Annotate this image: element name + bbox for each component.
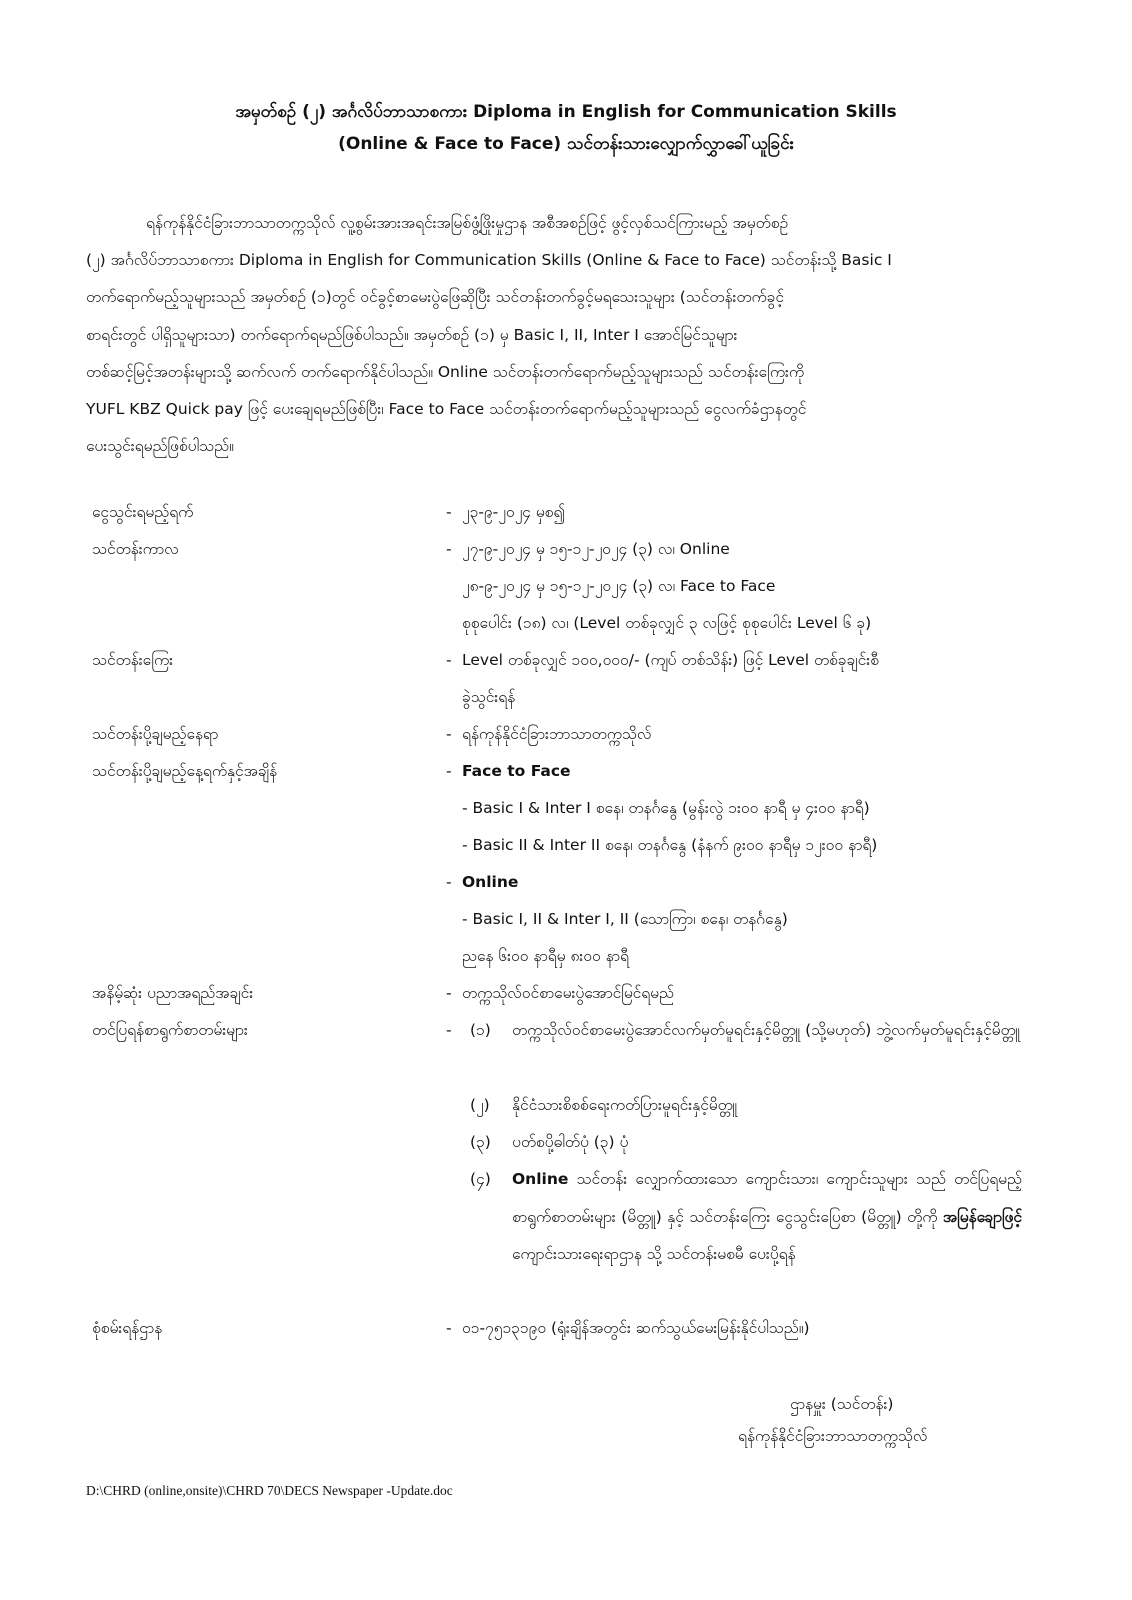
title-line-1: အမှတ်စဉ် (၂) အင်္ဂလိပ်ဘာသာစကား Diploma in English for Communication Skills — [235, 102, 897, 122]
intro-line: ပေးသွင်းရမည်ဖြစ်ပါသည်။ — [86, 437, 234, 456]
doc-4-text-1: သင်တန်း လျှောက်ထားသော ကျောင်းသား၊ ကျောင်းသူများ သည် တင်ပြရမည့် စာရွက်စာတမ်းများ (မိတ္တူ) နှင့် သင်တန်းကြေး ငွေသွင်းပြေစာ (မိတ္တူ) တို့ကို — [512, 1170, 1022, 1226]
doc-1-text: တက္ကသိုလ်ဝင်စာမေးပွဲအောင်လက်မှတ်မူရင်းနှင့်မိတ္တူ (သို့မဟုတ်) ဘွဲ့လက်မှတ်မူရင်းနှင့်မိတ္တူ — [512, 1021, 1021, 1039]
education-value: တက္ကသိုလ်ဝင်စာမေးပွဲအောင်မြင်ရမည် — [462, 984, 675, 1002]
intro-line: စာရင်းတွင် ပါရှိသူများသာ) တက်ရောက်ရမည်ဖြစ်ပါသည်။ အမှတ်စဉ် (၁) မှ Basic I, II, Inter I အောင်မြင်သူများ — [86, 325, 738, 344]
face-to-face-heading: Face to Face — [462, 762, 571, 780]
period-label: သင်တန်းကာလ — [92, 540, 179, 558]
file-path-footer: D:\CHRD (online,onsite)\CHRD 70\DECS Newspaper -Update.doc — [86, 1483, 453, 1498]
fee-line-2: ခွဲသွင်းရန် — [462, 688, 516, 706]
dash: - — [446, 1021, 452, 1039]
inquiry-label: စုံစမ်းရန်ဌာန — [92, 1319, 163, 1337]
dash: - — [446, 503, 452, 521]
dash: - — [446, 1319, 452, 1337]
documents-label: တင်ပြရန်စာရွက်စာတမ်းများ — [92, 1021, 248, 1039]
online-line-1: - Basic I, II & Inter I, II (သောကြာ၊ စနေ၊ တနင်္ဂနွေ) — [462, 910, 788, 928]
fee-line-1: Level တစ်ခုလျှင် ၁၀၀,၀၀၀/- (ကျပ် တစ်သိန်း) ဖြင့် Level တစ်ခုချင်းစီ — [462, 651, 879, 669]
venue-label: သင်တန်းပို့ချမည့်နေရာ — [92, 725, 219, 743]
intro-line: တက်ရောက်မည့်သူများသည် အမှတ်စဉ် (၁)တွင် ဝင်ခွင့်စာမေးပွဲဖြေဆိုပြီး သင်တန်းတက်ခွင့်မရသေးသူများ (သင်တန်းတက်ခွင့် — [86, 288, 784, 307]
dash: - — [446, 873, 452, 891]
period-online: ၂၇-၉-၂၀၂၄ မှ ၁၅-၁၂-၂၀၂၄ (၃) လ၊ Online — [462, 540, 730, 558]
online-line-2: ညနေ ၆း၀၀ နာရီမှ ၈း၀၀ နာရီ — [462, 947, 629, 965]
intro-line: YUFL KBZ Quick pay ဖြင့် ပေးချေရမည်ဖြစ်ပြီး၊ Face to Face သင်တန်းတက်ရောက်မည့်သူများသည် ငွေလက်ခံဌာနတွင် — [86, 400, 807, 419]
doc-4-text-2: ကျောင်းသားရေးရာဌာန သို့ သင်တန်းမစမီ ပေးပို့ရန် — [512, 1245, 796, 1263]
intro-line: တစ်ဆင့်မြင့်အတန်းများသို့ ဆက်လက် တက်ရောက်နိုင်ပါသည်။ Online သင်တန်းတက်ရောက်မည့်သူများသည် သင်တန်းကြေးကို — [86, 362, 805, 381]
face-to-face-basic-2: - Basic II & Inter II စနေ၊ တနင်္ဂနွေ (နံနက် ၉း၀၀ နာရီမှ ၁၂း၀၀ နာရီ) — [462, 836, 878, 854]
payment-date-label: ငွေသွင်းရမည့်ရက် — [92, 503, 194, 521]
doc-2-number: (၂) — [470, 1096, 490, 1114]
intro-paragraph — [86, 205, 1031, 465]
education-label: အနိမ့်ဆုံး ပညာအရည်အချင်း — [92, 984, 254, 1002]
face-to-face-basic-1: - Basic I & Inter I စနေ၊ တနင်္ဂနွေ (မွန်းလွဲ ၁း၀၀ နာရီ မှ ၄း၀၀ နာရီ) — [462, 799, 870, 817]
doc-4-number: (၄) — [470, 1170, 491, 1188]
doc-3-number: (၃) — [470, 1133, 491, 1151]
dash: - — [446, 762, 452, 780]
dash: - — [446, 540, 452, 558]
dash: - — [446, 651, 452, 669]
doc-3-text: ပတ်စပို့ဓါတ်ပုံ (၃) ပုံ — [512, 1133, 629, 1151]
doc-4-express: အမြန်ချောဖြင့် — [942, 1207, 1022, 1226]
doc-4-online: Online — [512, 1170, 569, 1188]
payment-date-value: ၂၃-၉-၂၀၂၄ မှစ၍ — [462, 503, 565, 521]
period-total: စုစုပေါင်း (၁၈) လ၊ (Level တစ်ခုလျှင် ၃ လဖြင့် စုစုပေါင်း Level ၆ ခု) — [462, 614, 872, 632]
venue-value: ရန်ကုန်နိုင်ငံခြားဘာသာတက္ကသိုလ် — [462, 725, 652, 743]
dash: - — [446, 725, 452, 743]
document-title — [100, 98, 1032, 158]
doc-1-number: (၁) — [470, 1021, 491, 1039]
online-heading: Online — [462, 873, 519, 891]
signature-org: ရန်ကုန်နိုင်ငံခြားဘာသာတက္ကသိုလ် — [738, 1427, 928, 1445]
doc-2-text: နိုင်ငံသားစိစစ်ရေးကတ်ပြားမူရင်းနှင့်မိတ္တူ — [512, 1096, 738, 1114]
doc-4-text — [512, 1161, 1022, 1274]
intro-line: (၂) အင်္ဂလိပ်ဘာသာစကား Diploma in English for Communication Skills (Online & Face to Face) သင်တန်းသို့ Basic I — [86, 251, 892, 270]
fee-label: သင်တန်းကြေး — [92, 651, 174, 669]
inquiry-value: ၀၁-၇၅၁၃၁၉၀ (ရုံးချိန်အတွင်း ဆက်သွယ်မေးမြန်းနိုင်ပါသည်။) — [462, 1319, 810, 1337]
period-face-to-face: ၂၈-၉-၂၀၂၄ မှ ၁၅-၁၂-၂၀၂၄ (၃) လ၊ Face to Face — [462, 577, 776, 595]
signature-title: ဌာနမှူး (သင်တန်း) — [790, 1395, 894, 1413]
dash: - — [446, 984, 452, 1002]
intro-line: ရန်ကုန်နိုင်ငံခြားဘာသာတက္ကသိုလ် လူ့စွမ်းအားအရင်းအမြစ်ဖွံ့ဖြိုးမှုဌာန အစီအစဉ်ဖြင့် ဖွင့်လှစ်သင်ကြားမည့် အမှတ်စဉ် — [146, 214, 789, 232]
schedule-label: သင်တန်းပို့ချမည့်နေ့ရက်နှင့်အချိန် — [92, 762, 278, 780]
title-line-2: (Online & Face to Face) သင်တန်းသားလျှောက်လွှာခေါ်ယူခြင်း — [338, 134, 794, 154]
